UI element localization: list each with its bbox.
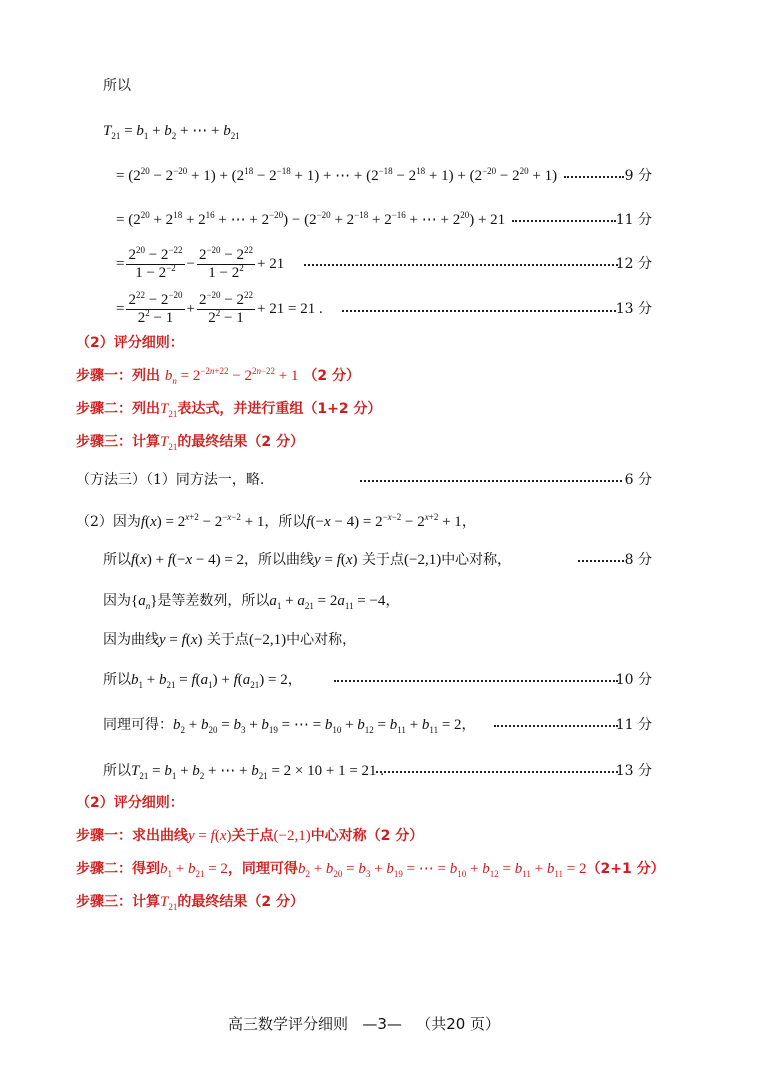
- step-label: 步骤三：计算: [76, 894, 160, 910]
- footer-page-number: —3—: [362, 1015, 402, 1033]
- text: 所以: [103, 672, 131, 688]
- footer-title: 高三数学评分细则: [228, 1015, 349, 1033]
- text: 关于点: [361, 552, 404, 568]
- method3-intro: （方法三）（1）同方法一，略.: [76, 472, 265, 488]
- equation-t21-def: $T_{21} = b_1 + b_2$ + ⋯ + $b_{21}$: [103, 123, 240, 141]
- equation-geometric-sums: = $\frac{2^{20} - 2^{-22}}{1 - 2^{-2}}$ − $\frac{2^{-20} - 2^{22}}{1 - 2^2}$ + 21: [116, 245, 285, 282]
- score-13a: 13 分: [615, 301, 652, 317]
- score-13: 13 分: [615, 763, 652, 779]
- method3-symmetry: 所以f(x) + f(−x − 4) = 2，所以曲线y = f(x) 关于点(−2,1)中心对称，: [103, 552, 512, 568]
- step-label: 步骤二：列出: [76, 401, 160, 417]
- rubric-step-1: 步骤一：列出 $b_n = 2^{-2n+22} - 2^{2n-22} + 1$ （2 分）: [76, 366, 361, 386]
- text: 同理可得：: [103, 717, 173, 733]
- leader-dots: [512, 220, 616, 222]
- step-points: （2 分）: [303, 368, 361, 384]
- rubric-heading: （2）评分细则：: [76, 795, 184, 811]
- footer-total-pages: （共20 页）: [416, 1015, 501, 1033]
- leader-dots: [564, 176, 624, 178]
- leader-dots: [360, 480, 622, 482]
- text: 是等差数列，所以: [157, 593, 270, 609]
- leader-dots: [494, 725, 618, 727]
- score-10: 10 分: [615, 672, 652, 688]
- text: 关于点: [206, 632, 249, 648]
- leader-dots: [376, 771, 618, 773]
- text: 因为曲线: [103, 632, 159, 648]
- method3-part2: （2）因为$f(x) = 2^{x+2} - 2^{-x-2} + 1$，所以$f(-x - 4) = 2^{-x-2} - 2^{x+2} + 1$，: [76, 512, 476, 530]
- text: 所以: [103, 763, 131, 779]
- method3-b1-b21: 所以$b_1 + b_{21} = f(a_1) + f(a_{21}) = 2$，: [103, 672, 302, 690]
- step-label: 步骤一：列出: [76, 368, 160, 384]
- step-text: 的最终结果（2 分）: [177, 434, 304, 450]
- step-label: 步骤一：求出曲线: [76, 828, 188, 844]
- score-9: 9 分: [624, 168, 652, 184]
- step-label: 步骤三：计算: [76, 434, 160, 450]
- step-label: 步骤二：得到: [76, 861, 160, 877]
- rubric-step-3: 步骤三：计算$T_{21}$的最终结果（2 分）: [76, 894, 304, 912]
- score-6: 6 分: [624, 472, 652, 488]
- rubric-step-3: 步骤三：计算$T_{21}$的最终结果（2 分）: [76, 434, 304, 452]
- paragraph-so: 所以: [103, 78, 131, 94]
- text: （2）因为: [76, 514, 141, 530]
- method3-curve: 因为曲线y = f(x) 关于点(−2,1)中心对称，: [103, 632, 357, 648]
- step-text: 关于点: [231, 828, 274, 844]
- text: ，所以曲线: [244, 552, 315, 568]
- text: 所以: [103, 552, 131, 568]
- rubric-step-2: 步骤二：得到$b_1 + b_{21} = 2$，同理可得$b_2 + b_{20} = b_3 + b_{19}$ = ⋯ = $b_{10} + b_{12} = b_{11} + b_{11} = 2(2+1$ 分）: [76, 861, 665, 879]
- text: 中心对称，: [441, 552, 512, 568]
- leader-dots: [342, 310, 616, 312]
- leader-dots: [334, 680, 618, 682]
- leader-dots: [578, 560, 624, 562]
- rubric-step-2: 步骤二：列出$T_{21}$表达式，并进行重组（1+2 分）: [76, 401, 382, 419]
- rubric-step-1: 步骤一：求出曲线y = f(x)关于点(−2,1)中心对称（2 分）: [76, 828, 424, 844]
- rubric-heading: （2）评分细则：: [76, 335, 184, 351]
- equation-sum-regrouped: = ($2^{20} + 2^{18} + 2^{16}$ + ⋯ + $2^{-20}) - (2^{-20} + 2^{-18} + 2^{-16}$ + ⋯ + $2^{20}) + 21$: [116, 210, 506, 228]
- step-text: ，同理可得: [227, 861, 298, 877]
- step-points: （2+1 分）: [586, 861, 665, 877]
- score-11a: 11 分: [615, 212, 652, 228]
- page-footer: [228, 1014, 500, 1034]
- score-8: 8 分: [624, 552, 652, 568]
- text: 因为: [103, 593, 131, 609]
- text: 中心对称，: [286, 632, 357, 648]
- leader-dots: [304, 264, 618, 266]
- step-text: 的最终结果（2 分）: [177, 894, 304, 910]
- method3-arith-seq: 因为$\{a_n\}$是等差数列，所以$a_1 + a_{21} = 2a_{11} = -4$，: [103, 593, 400, 611]
- method3-final: 所以$T_{21} = b_1 + b_2$ + ⋯ + $b_{21} = 2 \times 10 + 1 = 21$ .: [103, 763, 385, 781]
- method3-similarly: 同理可得：$b_2 + b_{20} = b_3 + b_{19}$ = ⋯ = $b_{10} + b_{12} = b_{11} + b_{11} = 2$，: [103, 717, 476, 735]
- step-text: 表达式，并进行重组（1+2 分）: [177, 401, 382, 417]
- text: ，所以: [264, 514, 307, 530]
- equation-final-value: = $\frac{2^{22} - 2^{-20}}{2^2 - 1}$ + $\frac{2^{-20} - 2^{22}}{2^2 - 1}$ + 21 = 21 .: [116, 290, 323, 327]
- score-12: 12 分: [615, 256, 652, 272]
- equation-sum-expanded: = $(2^{20} - 2^{-20} + 1) + (2^{18} - 2^{-18} + 1)$ + ⋯ + $(2^{-18} - 2^{18} + 1) + (2^{-20} - 2^{20} + 1)$: [116, 166, 558, 184]
- score-11: 11 分: [615, 717, 652, 733]
- step-text: 中心对称（2 分）: [310, 828, 424, 844]
